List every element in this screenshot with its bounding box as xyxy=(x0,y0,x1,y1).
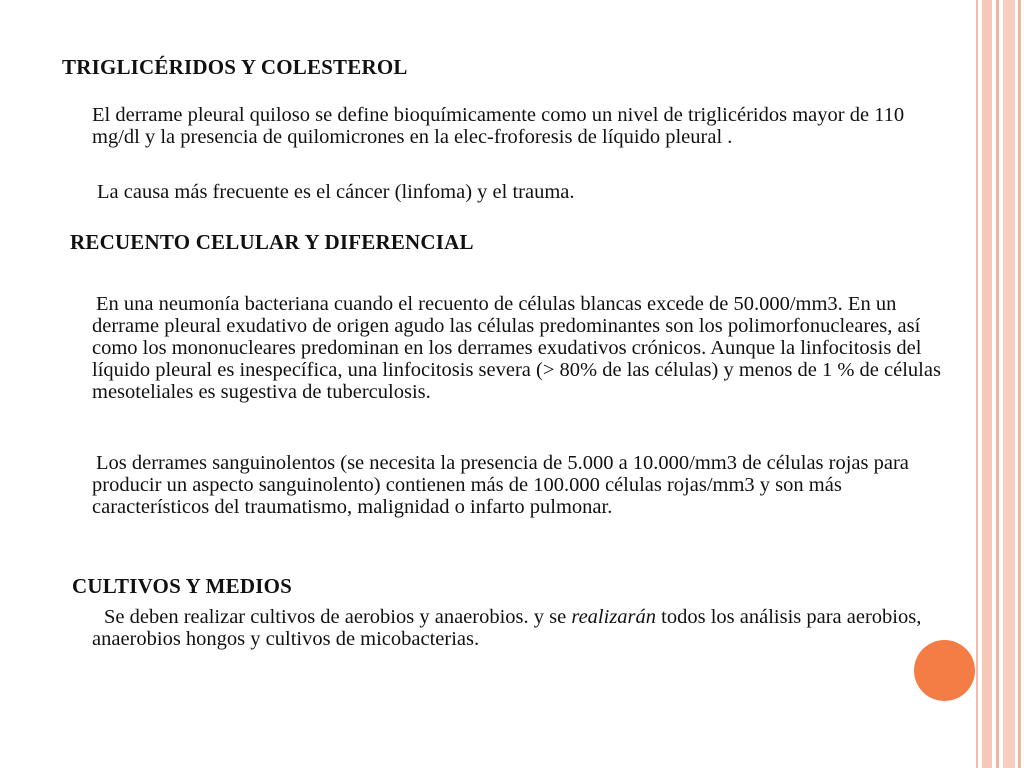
border-stripe xyxy=(1018,0,1021,768)
heading-recuento: RECUENTO CELULAR Y DIFERENCIAL xyxy=(70,230,474,254)
cultivos-text-italic: realizarán xyxy=(571,606,657,628)
paragraph-quiloso: El derrame pleural quiloso se define bioquímicamente como un nivel de triglicéridos mayor de 110 mg/dl y la presencia de quilomicrones en la elec-froforesis de líquido pleural . xyxy=(92,104,905,148)
heading-cultivos: CULTIVOS Y MEDIOS xyxy=(72,574,293,598)
paragraph-sanguinolentos: Los derrames sanguinolentos (se necesita la presencia de 5.000 a 10.000/mm3 de células rojas para producir un aspecto sanguinolento) contienen más de 100.000 células rojas/mm3 y son más característicos del traumatismo, malignidad o infarto pulmonar. xyxy=(92,452,909,518)
heading-trigliceridos: TRIGLICÉRIDOS Y COLESTEROL xyxy=(62,55,408,79)
paragraph-causa: La causa más frecuente es el cáncer (linfoma) y el trauma. xyxy=(97,181,575,203)
border-stripe xyxy=(1003,0,1015,768)
cultivos-text-before: Se deben realizar cultivos de aerobios y anaerobios. y se xyxy=(104,606,572,628)
paragraph-cultivos xyxy=(92,606,922,650)
decorative-orange-circle xyxy=(914,640,975,701)
border-stripe xyxy=(996,0,999,768)
cultivos-text-after: todos los análisis para aerobios, anaerobios hongos y cultivos de micobacterias. xyxy=(92,606,922,650)
paragraph-neumonia: En una neumonía bacteriana cuando el recuento de células blancas excede de 50.000/mm3. En un derrame pleural exudativo de origen agudo las células predominantes son los polimorfonucleares, así como los mononucleares predominan en los derrames exudativos crónicos. Aunque la linfocitosis del líquido pleural es inespecífica, una linfocitosis severa (> 80% de las células) y menos de 1 % de células mesoteliales es sugestiva de tuberculosis. xyxy=(92,293,941,403)
border-stripe xyxy=(982,0,992,768)
border-stripe xyxy=(976,0,978,768)
